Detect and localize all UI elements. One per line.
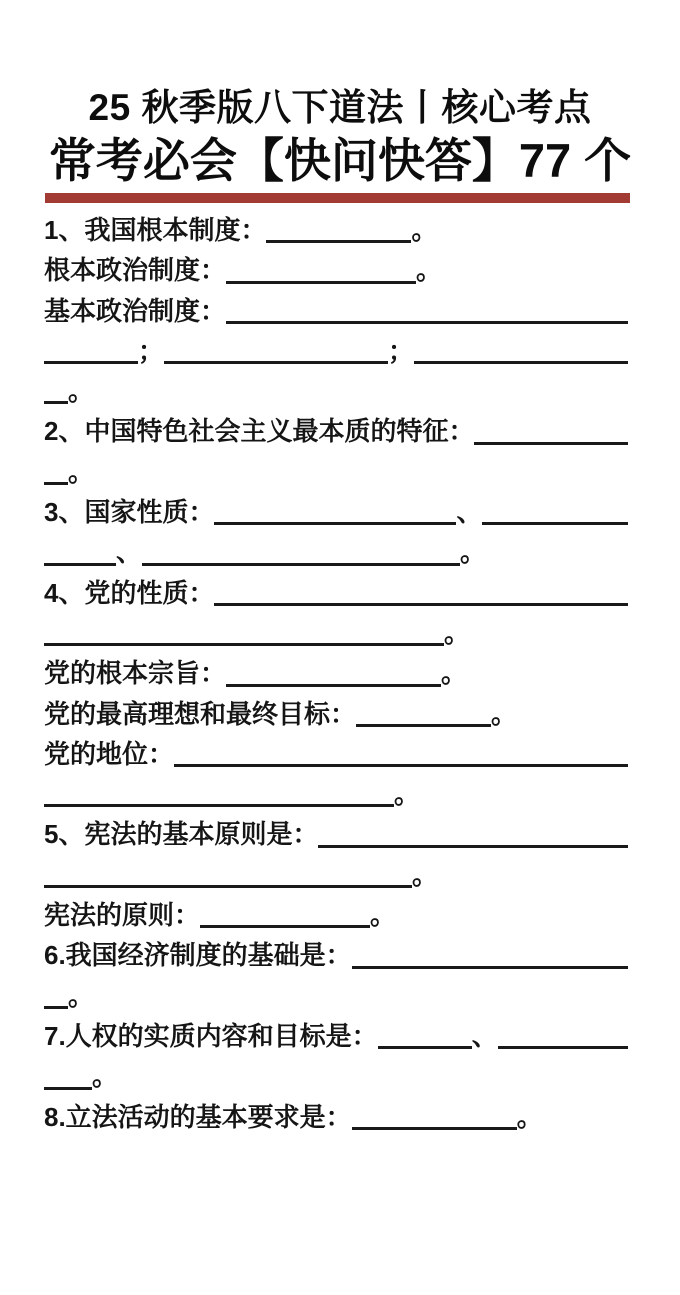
worksheet-line <box>44 290 628 330</box>
worksheet-line <box>44 531 628 571</box>
answer-blank <box>352 1127 517 1130</box>
question-text: 7.人权的实质内容和目标是： <box>44 1020 378 1051</box>
worksheet-page <box>0 86 680 1295</box>
answer-blank <box>44 482 68 485</box>
answer-blank <box>474 442 628 445</box>
page-subtitle: 常考必会【快问快答】77 个 <box>48 134 632 187</box>
question-text: 、 <box>116 537 143 568</box>
answer-blank <box>44 643 444 646</box>
worksheet-line <box>44 773 628 813</box>
answer-blank <box>226 281 416 284</box>
question-text: 。 <box>444 617 471 648</box>
answer-blank <box>226 684 441 687</box>
answer-blank <box>214 522 456 525</box>
question-text: 宪法的原则： <box>44 900 201 931</box>
question-text: 。 <box>68 376 95 407</box>
answer-blank <box>44 1006 68 1009</box>
question-text: 。 <box>68 456 95 487</box>
answer-blank <box>164 361 388 364</box>
answer-blank <box>482 522 628 525</box>
question-text: 6.我国经济制度的基础是： <box>44 940 352 971</box>
worksheet-line <box>44 934 628 974</box>
worksheet-line <box>44 330 628 370</box>
worksheet-line <box>44 652 628 692</box>
answer-blank <box>214 603 628 606</box>
worksheet-line <box>44 249 628 289</box>
question-text: 5、宪法的基本原则是： <box>44 819 319 850</box>
question-text: 。 <box>516 1101 543 1132</box>
answer-blank <box>44 361 138 364</box>
worksheet-line <box>44 1096 628 1136</box>
worksheet-line <box>44 813 628 853</box>
question-text: 、 <box>456 497 483 528</box>
page-title: 25 秋季版八下道法丨核心考点 <box>88 87 592 128</box>
question-text: ； <box>138 335 165 366</box>
worksheet-line <box>44 1015 628 1055</box>
question-text: 。 <box>92 1061 119 1092</box>
question-text: 。 <box>441 658 468 689</box>
question-text: 。 <box>394 779 421 810</box>
worksheet-line <box>44 693 628 733</box>
question-text: 2、中国特色社会主义最本质的特征： <box>44 416 475 447</box>
question-text: 1、我国根本制度： <box>44 215 267 245</box>
answer-blank <box>318 845 628 848</box>
worksheet-line <box>44 612 628 652</box>
question-text: 党的根本宗旨： <box>44 658 227 689</box>
worksheet-line <box>44 370 628 410</box>
answer-blank <box>352 966 628 969</box>
red-divider <box>45 193 630 203</box>
worksheet-line <box>44 491 628 531</box>
answer-blank <box>44 1087 92 1090</box>
answer-blank <box>356 724 491 727</box>
worksheet-line <box>44 572 628 612</box>
question-text: 。 <box>370 900 397 931</box>
answer-blank <box>414 361 628 364</box>
answer-blank <box>44 804 394 807</box>
worksheet-line <box>44 209 628 249</box>
question-text: 基本政治制度： <box>44 295 227 326</box>
question-text: 。 <box>416 255 443 286</box>
worksheet-line <box>44 733 628 773</box>
question-text: 4、党的性质： <box>44 577 215 608</box>
answer-blank <box>44 401 68 404</box>
header <box>0 86 680 203</box>
question-text: 。 <box>412 859 439 890</box>
question-text: 3、国家性质： <box>44 497 215 528</box>
answer-blank <box>44 885 412 888</box>
answer-blank <box>44 563 116 566</box>
question-text: 8.立法活动的基本要求是： <box>44 1101 352 1132</box>
question-text: 根本政治制度： <box>44 255 227 286</box>
question-text: 党的最高理想和最终目标： <box>44 698 357 729</box>
answer-blank <box>498 1046 628 1049</box>
worksheet-line <box>44 410 628 450</box>
answer-blank <box>200 925 370 928</box>
question-list <box>0 209 680 1136</box>
worksheet-line <box>44 451 628 491</box>
answer-blank <box>378 1046 472 1049</box>
question-text: 、 <box>471 1020 498 1051</box>
worksheet-line <box>44 1055 628 1095</box>
answer-blank <box>142 563 460 566</box>
question-text: 。 <box>411 215 438 245</box>
worksheet-line <box>44 975 628 1015</box>
question-text: 。 <box>491 698 518 729</box>
question-text: ； <box>388 335 415 366</box>
question-text: 。 <box>460 537 487 568</box>
worksheet-line <box>44 854 628 894</box>
answer-blank <box>226 321 628 324</box>
question-text: 党的地位： <box>44 738 175 769</box>
answer-blank <box>174 764 628 767</box>
worksheet-line <box>44 894 628 934</box>
question-text: 。 <box>68 980 95 1011</box>
answer-blank <box>266 240 411 243</box>
